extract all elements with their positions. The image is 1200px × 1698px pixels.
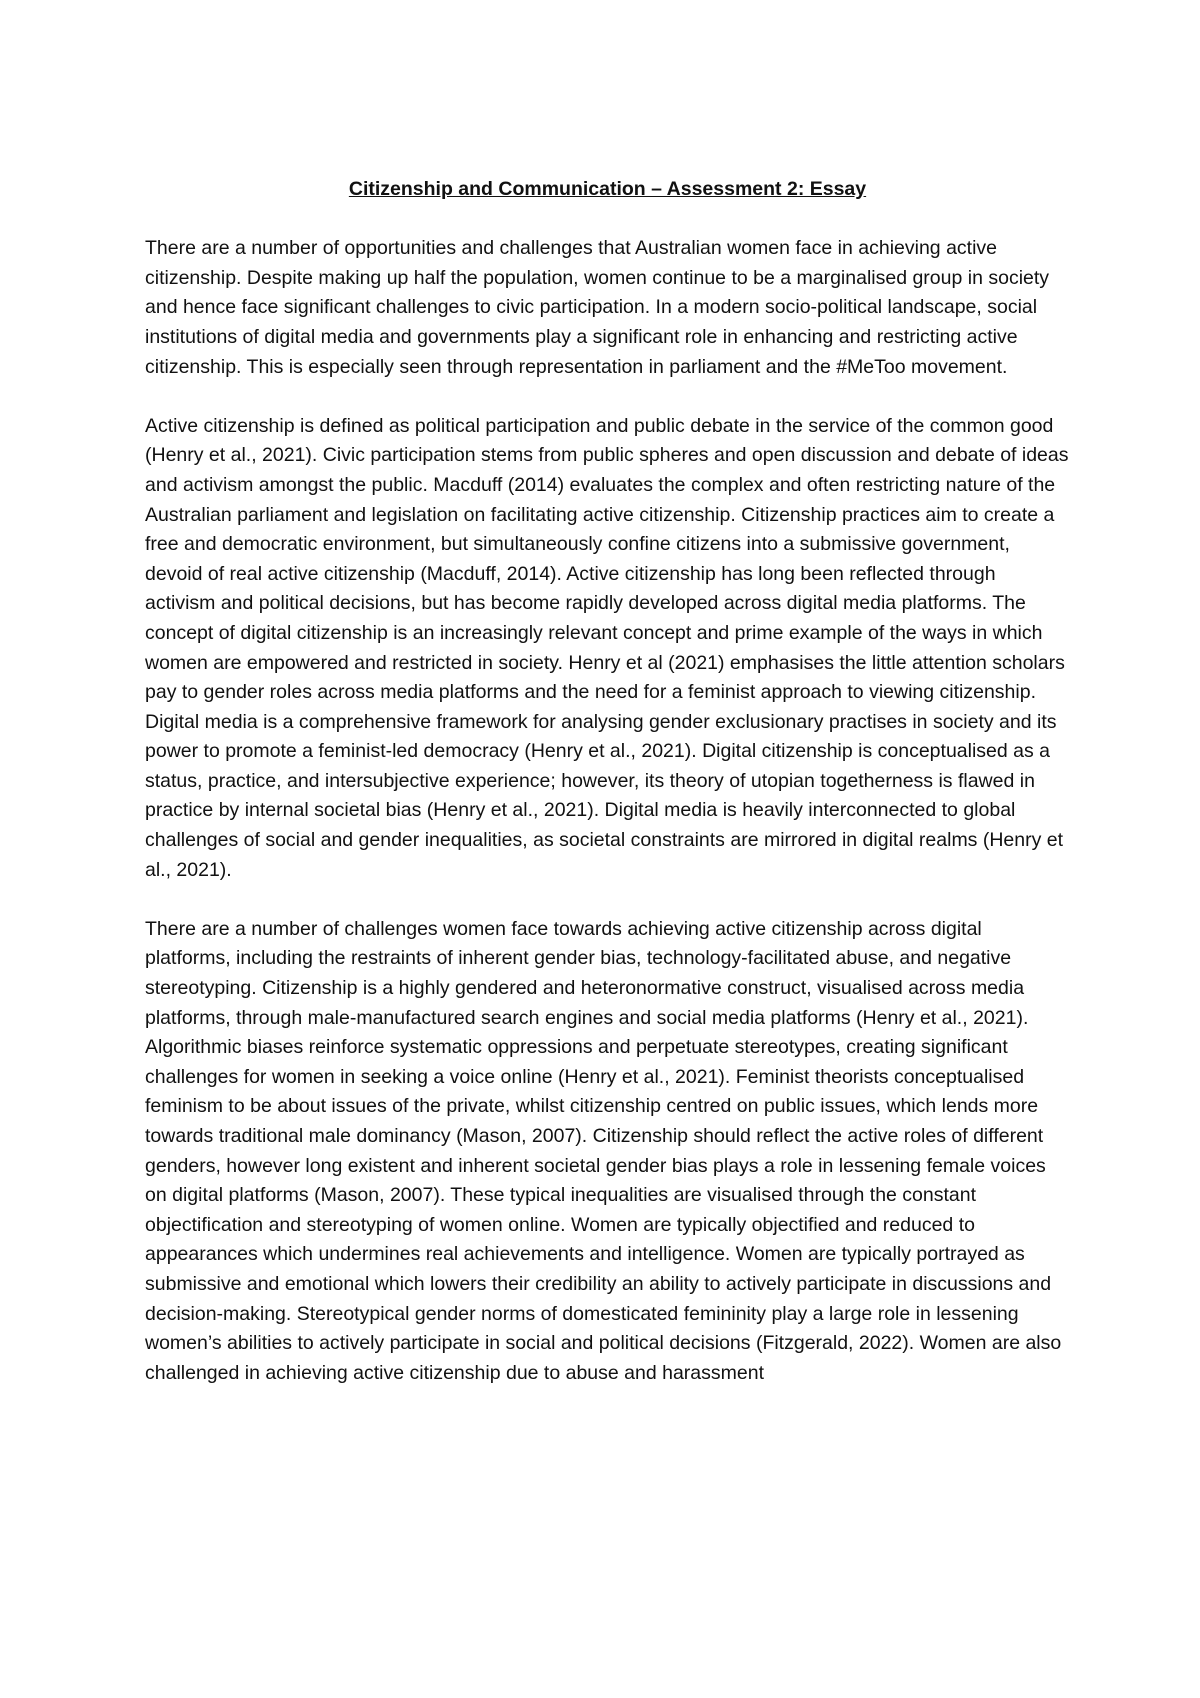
paragraph-challenges: There are a number of challenges women face towards achieving active citizenship across digital platforms, including the restraints of inherent gender bias, technology-facilitated abuse, and negative stereotyping. Citizenship is a highly gendered and heteronormative construct, visualised across media platforms, through male-manufactured search engines and social media platforms (Henry et al., 2021). Algorithmic biases reinforce systematic oppressions and perpetuate stereotypes, creating significant challenges for women in seeking a voice online (Henry et al., 2021). Feminist theorists conceptualised feminism to be about issues of the private, whilst citizenship centred on public issues, which lends more towards traditional male dominancy (Mason, 2007). Citizenship should reflect the active roles of different genders, however long existent and inherent societal gender bias plays a role in lessening female voices on digital platforms (Mason, 2007). These typical inequalities are visualised through the constant objectification and stereotyping of women online. Women are typically objectified and reduced to appearances which undermines real achievements and intelligence. Women are typically portrayed as submissive and emotional which lowers their credibility an ability to actively participate in discussions and decision-making. Stereotypical gender norms of domesticated femininity play a large role in lessening women’s abilities to actively participate in social and political decisions (Fitzgerald, 2022). Women are also challenged in achieving active citizenship due to abuse and harassment <box>145 917 1062 1384</box>
essay-title: Citizenship and Communication – Assessment 2: Essay <box>348 178 867 200</box>
essay-body <box>145 175 1070 1388</box>
paragraph-active-citizenship: Active citizenship is defined as political participation and public debate in the service of the common good (Henry et al., 2021). Civic participation stems from public spheres and open discussion and debate of ideas and activism amongst the public. Macduff (2014) evaluates the complex and often restricting nature of the Australian parliament and legislation on facilitating active citizenship. Citizenship practices aim to create a free and democratic environment, but simultaneously confine citizens into a submissive government, devoid of real active citizenship (Macduff, 2014). Active citizenship has long been reflected through activism and political decisions, but has become rapidly developed across digital media platforms. The concept of digital citizenship is an increasingly relevant concept and prime example of the ways in which women are empowered and restricted in society. Henry et al (2021) emphasises the little attention scholars pay to gender roles across media platforms and the need for a feminist approach to viewing citizenship. Digital media is a comprehensive framework for analysing gender exclusionary practises in society and its power to promote a feminist-led democracy (Henry et al., 2021). Digital citizenship is conceptualised as a status, practice, and intersubjective experience; however, its theory of utopian togetherness is flawed in practice by internal societal bias (Henry et al., 2021). Digital media is heavily interconnected to global challenges of social and gender inequalities, as societal constraints are mirrored in digital realms (Henry et al., 2021). <box>145 414 1069 881</box>
paragraph-intro: There are a number of opportunities and challenges that Australian women face in achieving active citizenship. Despite making up half the population, women continue to be a marginalised group in society and hence face significant challenges to civic participation. In a modern socio-political landscape, social institutions of digital media and governments play a significant role in enhancing and restricting active citizenship. This is especially seen through representation in parliament and the #MeToo movement. <box>145 237 1050 378</box>
